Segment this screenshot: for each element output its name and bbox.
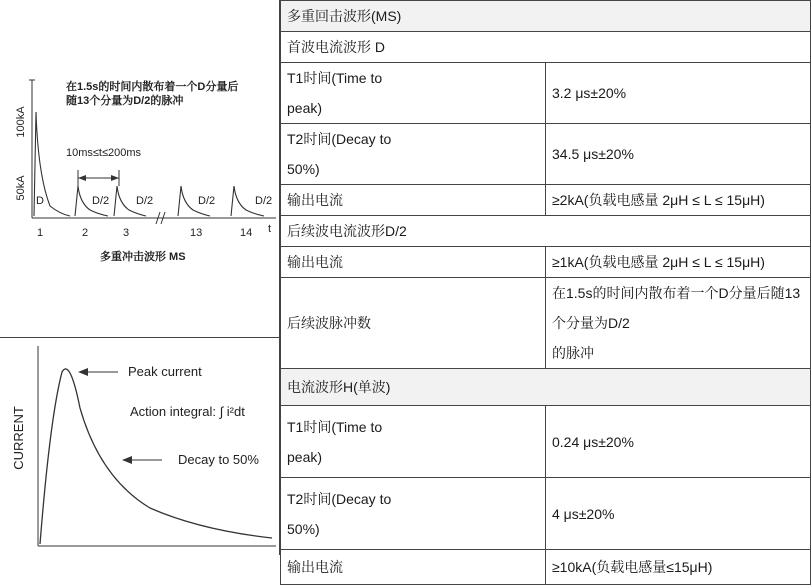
t2-label-ms: T2时间(Decay to 50%)	[281, 124, 546, 185]
pulse-label-5: D/2	[255, 195, 273, 207]
t1-row-ms	[281, 63, 811, 124]
current-axis-label: CURRENT	[11, 406, 26, 470]
x-tick-14: 14	[240, 227, 253, 239]
x-tick-1: 1	[37, 227, 44, 239]
x-tick-3: 3	[123, 227, 130, 239]
t1-row-h	[281, 406, 811, 478]
first-wave-row	[281, 32, 811, 63]
output-value-h: ≥10kA(负载电感量≤15μH)	[546, 550, 811, 585]
ms-header-row	[281, 1, 811, 32]
first-wave-title: 首波电流波形 D	[281, 32, 811, 63]
t2-value-h: 4 μs±20%	[546, 478, 811, 550]
output-row-sub	[281, 247, 811, 278]
x-tick-t: t	[268, 223, 272, 235]
h-header: 电流波形H(单波)	[281, 369, 811, 406]
ms-waveform-diagram	[0, 0, 280, 338]
pulse-label-4: D/2	[198, 195, 216, 207]
t2-row-ms	[281, 124, 811, 185]
output-label-h: 输出电流	[281, 550, 546, 585]
action-integral-label: Action integral: ∫ i²dt	[130, 404, 245, 419]
x-tick-13: 13	[190, 227, 203, 239]
t1-label-h: T1时间(Time to peak)	[281, 406, 546, 478]
peak-current-label: Peak current	[128, 364, 202, 379]
h-waveform-diagram	[0, 338, 280, 555]
pulse-count-label: 后续波脉冲数	[281, 278, 546, 369]
interval-label: 10ms≤t≤200ms	[66, 147, 142, 159]
t1-label-ms: T1时间(Time to peak)	[281, 63, 546, 124]
output-value-first: ≥2kA(负载电感量 2μH ≤ L ≤ 15μH)	[546, 185, 811, 216]
output-label-sub: 输出电流	[281, 247, 546, 278]
ms-header: 多重回击波形(MS)	[281, 1, 811, 32]
ms-note-line1: 在1.5s的时间内散布着一个D分量后	[66, 81, 239, 93]
ms-caption: 多重冲击波形 MS	[100, 251, 186, 263]
t1-value-h: 0.24 μs±20%	[546, 406, 811, 478]
ms-waveform-figure	[0, 0, 280, 338]
output-label-first: 输出电流	[281, 185, 546, 216]
spec-table	[280, 0, 811, 585]
output-row-first	[281, 185, 811, 216]
subsequent-wave-title: 后续波电流波形D/2	[281, 216, 811, 247]
pulse-label-3: D/2	[136, 195, 154, 207]
h-waveform-figure	[0, 338, 280, 555]
subsequent-wave-row	[281, 216, 811, 247]
pulse-label-2: D/2	[92, 195, 110, 207]
panel-divider-horizontal	[0, 337, 280, 338]
t2-value-ms: 34.5 μs±20%	[546, 124, 811, 185]
ms-note-line2: 随13个分量为D/2的脉冲	[66, 95, 184, 107]
y-label-50ka: 50kA	[15, 175, 27, 201]
y-label-100ka: 100kA	[15, 106, 27, 138]
pulse-count-value: 在1.5s的时间内散布着一个D分量后随13个分量为D/2 的脉冲	[546, 278, 811, 369]
decay-label: Decay to 50%	[178, 452, 259, 467]
pulse-label-1: D	[36, 195, 44, 207]
output-value-sub: ≥1kA(负载电感量 2μH ≤ L ≤ 15μH)	[546, 247, 811, 278]
x-tick-2: 2	[82, 227, 89, 239]
pulse-count-row	[281, 278, 811, 369]
t2-label-h: T2时间(Decay to 50%)	[281, 478, 546, 550]
t1-value-ms: 3.2 μs±20%	[546, 63, 811, 124]
t2-row-h	[281, 478, 811, 550]
h-header-row	[281, 369, 811, 406]
